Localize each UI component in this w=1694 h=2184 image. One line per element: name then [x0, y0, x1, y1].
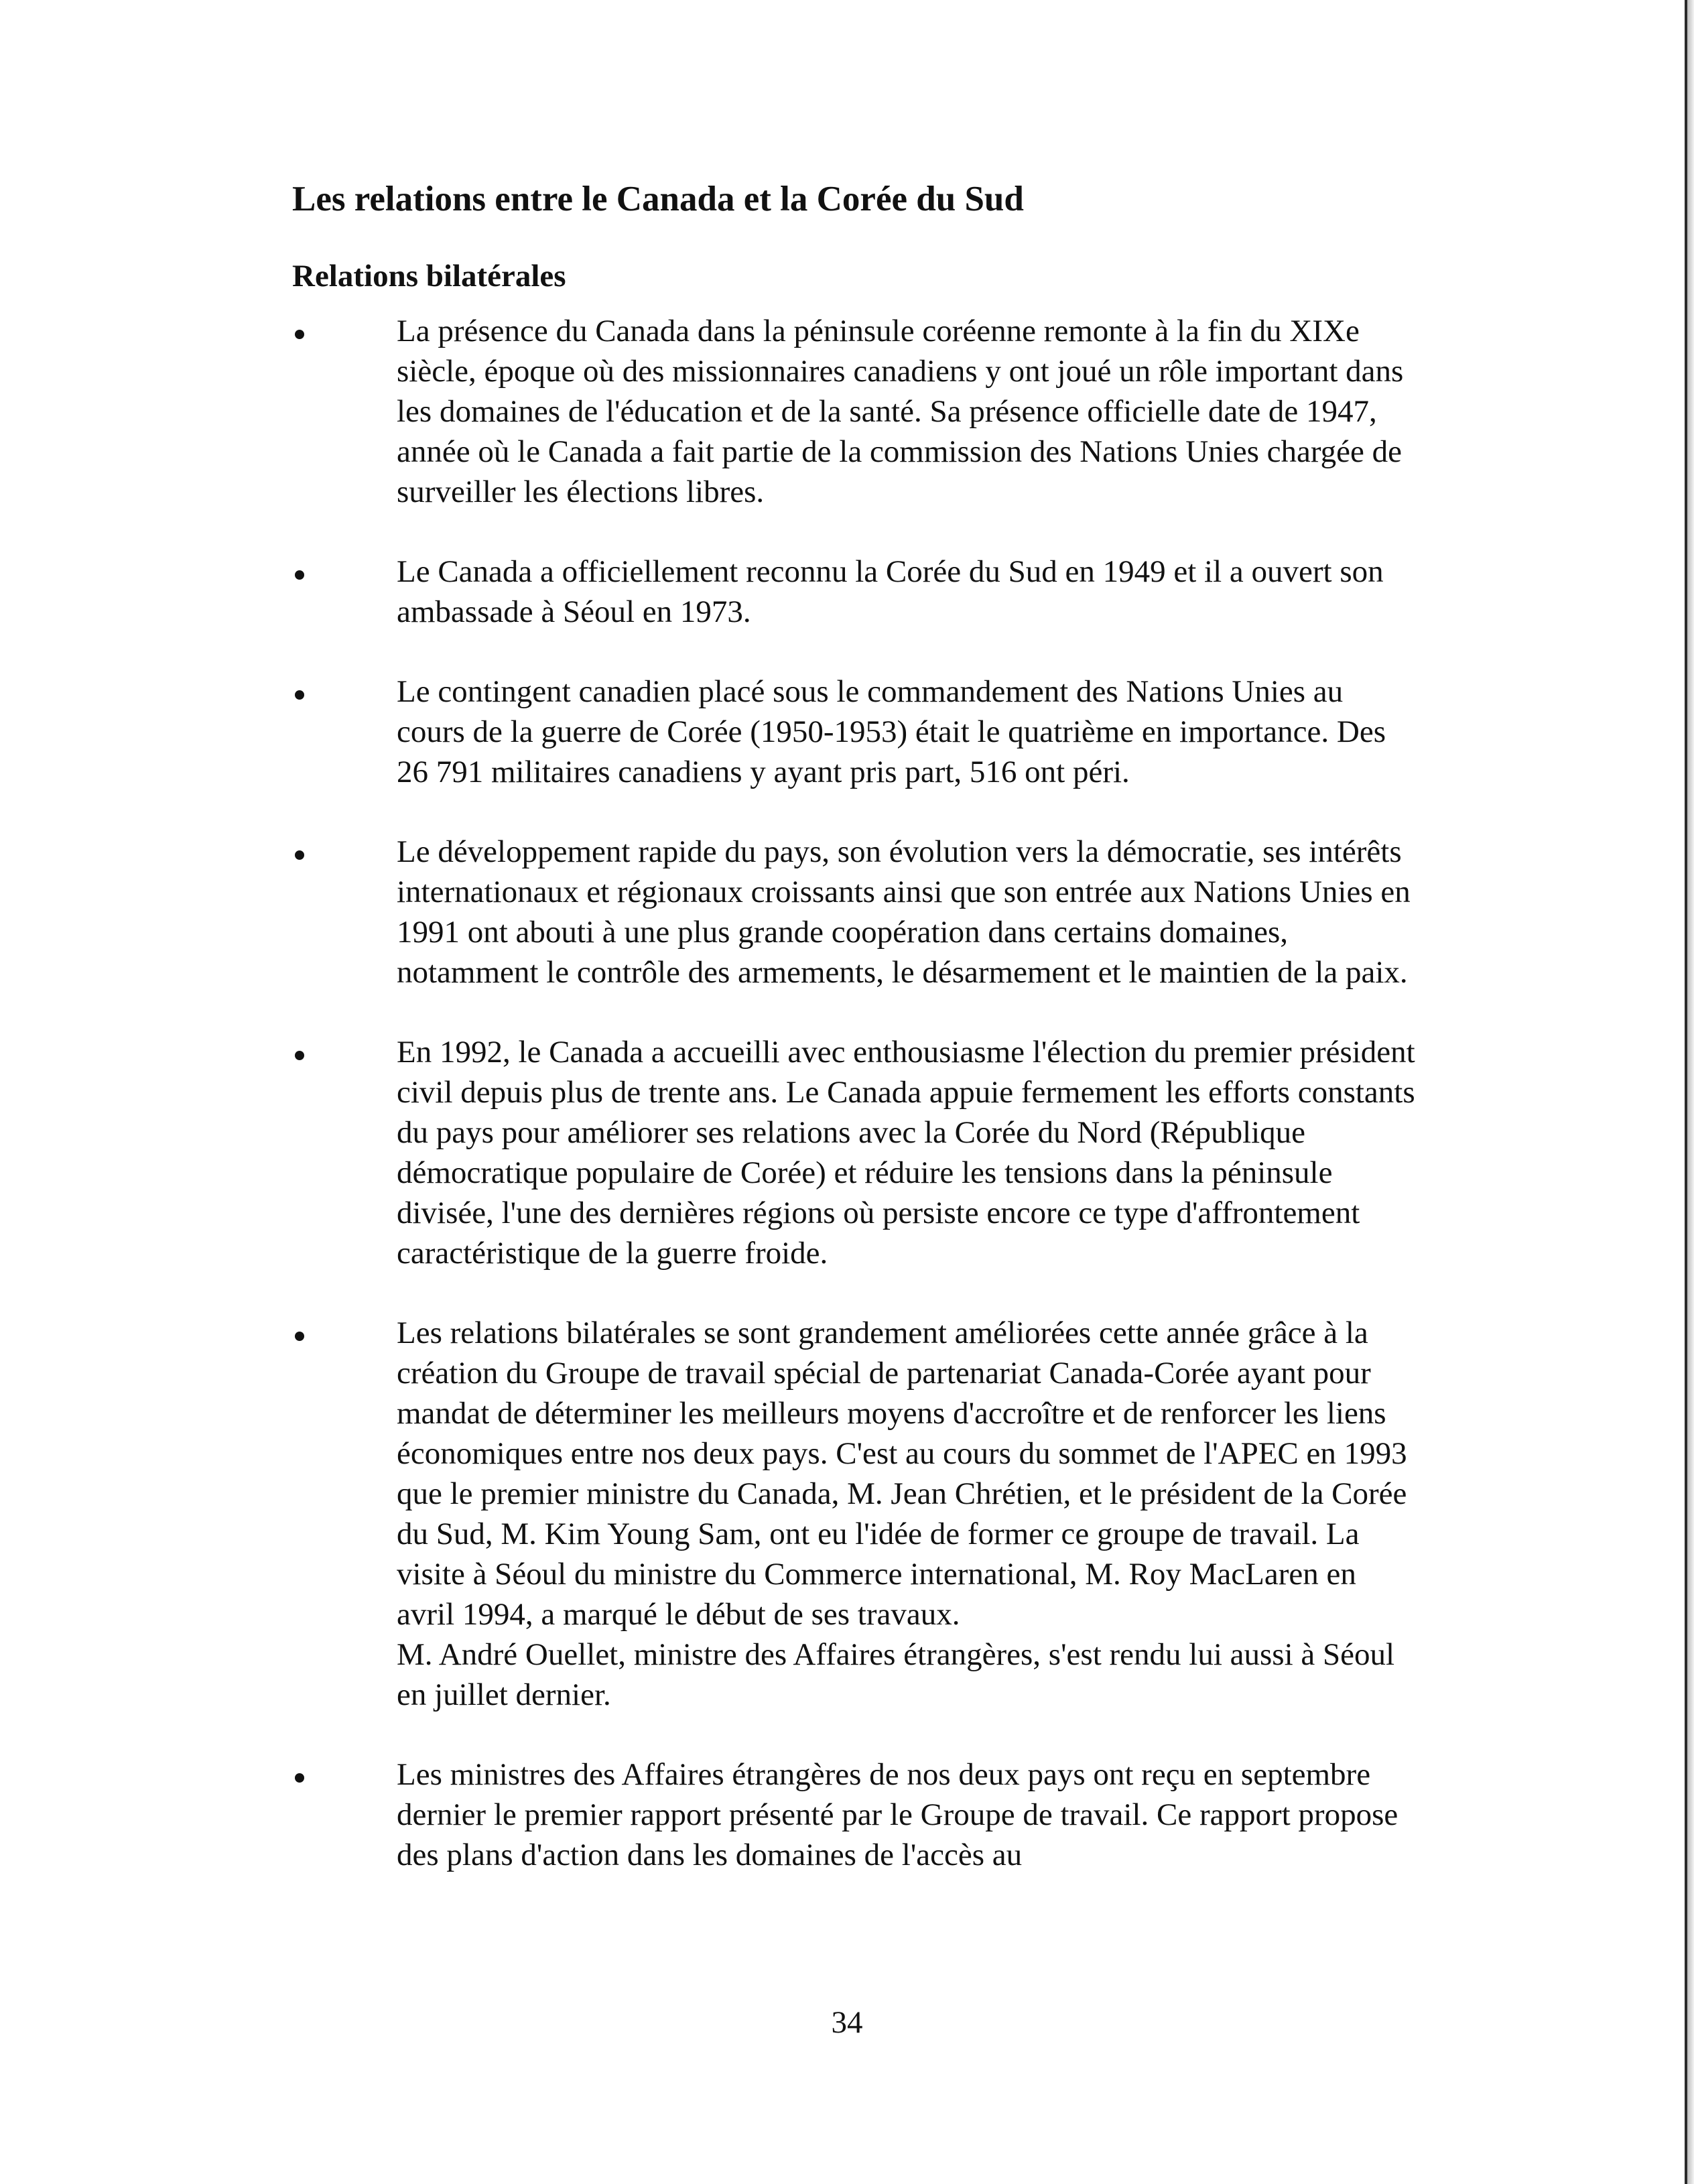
bullet-paragraph: Le contingent canadien placé sous le commandement des Nations Unies au cours de la guerre de Corée (1950-1953) était le quatrième en importance. Des 26 791 militaires canadiens y ayant pris part, 516 ont péri.: [397, 674, 1386, 789]
bullet-list: [292, 311, 1418, 1875]
bullet-text: [397, 1313, 1418, 1715]
bullet-text: [397, 311, 1418, 512]
bullet-text: [397, 832, 1418, 992]
bullet-item: [292, 311, 1418, 512]
bullet-item: [292, 832, 1418, 992]
bullet-dot-icon: [295, 850, 304, 860]
document-title: Les relations entre le Canada et la Corée du Sud: [292, 180, 1024, 218]
bullet-text: [397, 1754, 1418, 1875]
page-edge-shadow: [1687, 0, 1694, 2184]
bullet-paragraph: Les ministres des Affaires étrangères de nos deux pays ont reçu en septembre dernier le premier rapport présenté par le Groupe de travail. Ce rapport propose des plans d'action dans les domaines de l'accès au: [397, 1757, 1398, 1872]
bullet-dot-icon: [295, 1773, 304, 1783]
bullet-paragraph: Les relations bilatérales se sont grandement améliorées cette année grâce à la création du Groupe de travail spécial de partenariat Canada-Corée ayant pour mandat de déterminer les meilleurs moyens d'accroître et de renforcer les liens économiques entre nos deux pays. C'est au cours du sommet de l'APEC en 1993 que le premier ministre du Canada, M. Jean Chrétien, et le président de la Corée du Sud, M. Kim Young Sam, ont eu l'idée de former ce groupe de travail. La visite à Séoul du ministre du Commerce international, M. Roy MacLaren en avril 1994, a marqué le début de ses travaux.: [397, 1315, 1407, 1632]
page-edge: [1685, 0, 1687, 2184]
bullet-paragraph: La présence du Canada dans la péninsule coréenne remonte à la fin du XIXe siècle, époque où des missionnaires canadiens y ont joué un rôle important dans les domaines de l'éducation et de la santé. Sa présence officielle date de 1947, année où le Canada a fait partie de la commission des Nations Unies chargée de surveiller les élections libres.: [397, 314, 1404, 509]
bullet-paragraph: En 1992, le Canada a accueilli avec enthousiasme l'élection du premier président civil depuis plus de trente ans. Le Canada appuie fermement les efforts constants du pays pour améliorer ses relations avec la Corée du Nord (République démocratique populaire de Corée) et réduire les tensions dans la péninsule divisée, l'une des dernières régions où persiste encore ce type d'affrontement caractéristique de la guerre froide.: [397, 1035, 1415, 1271]
bullet-dot-icon: [295, 1051, 304, 1060]
bullet-paragraph: M. André Ouellet, ministre des Affaires étrangères, s'est rendu lui aussi à Séoul en juillet dernier.: [397, 1637, 1395, 1712]
bullet-dot-icon: [295, 570, 304, 580]
section-heading: Relations bilatérales: [292, 259, 566, 294]
bullet-item: [292, 1313, 1418, 1715]
bullet-item: [292, 552, 1418, 632]
bullet-dot-icon: [295, 1332, 304, 1341]
bullet-item: [292, 1754, 1418, 1875]
bullet-text: [397, 552, 1418, 632]
document-body: [292, 176, 1418, 1915]
page-number: 34: [831, 2005, 863, 2040]
bullet-text: [397, 1032, 1418, 1273]
bullet-item: [292, 671, 1418, 792]
bullet-item: [292, 1032, 1418, 1273]
bullet-dot-icon: [295, 690, 304, 700]
bullet-dot-icon: [295, 330, 304, 339]
bullet-paragraph: Le Canada a officiellement reconnu la Corée du Sud en 1949 et il a ouvert son ambassade à Séoul en 1973.: [397, 554, 1384, 629]
bullet-paragraph: Le développement rapide du pays, son évolution vers la démocratie, ses intérêts internationaux et régionaux croissants ainsi que son entrée aux Nations Unies en 1991 ont abouti à une plus grande coopération dans certains domaines, notamment le contrôle des armements, le désarmement et le maintien de la paix.: [397, 834, 1411, 990]
bullet-text: [397, 671, 1418, 792]
